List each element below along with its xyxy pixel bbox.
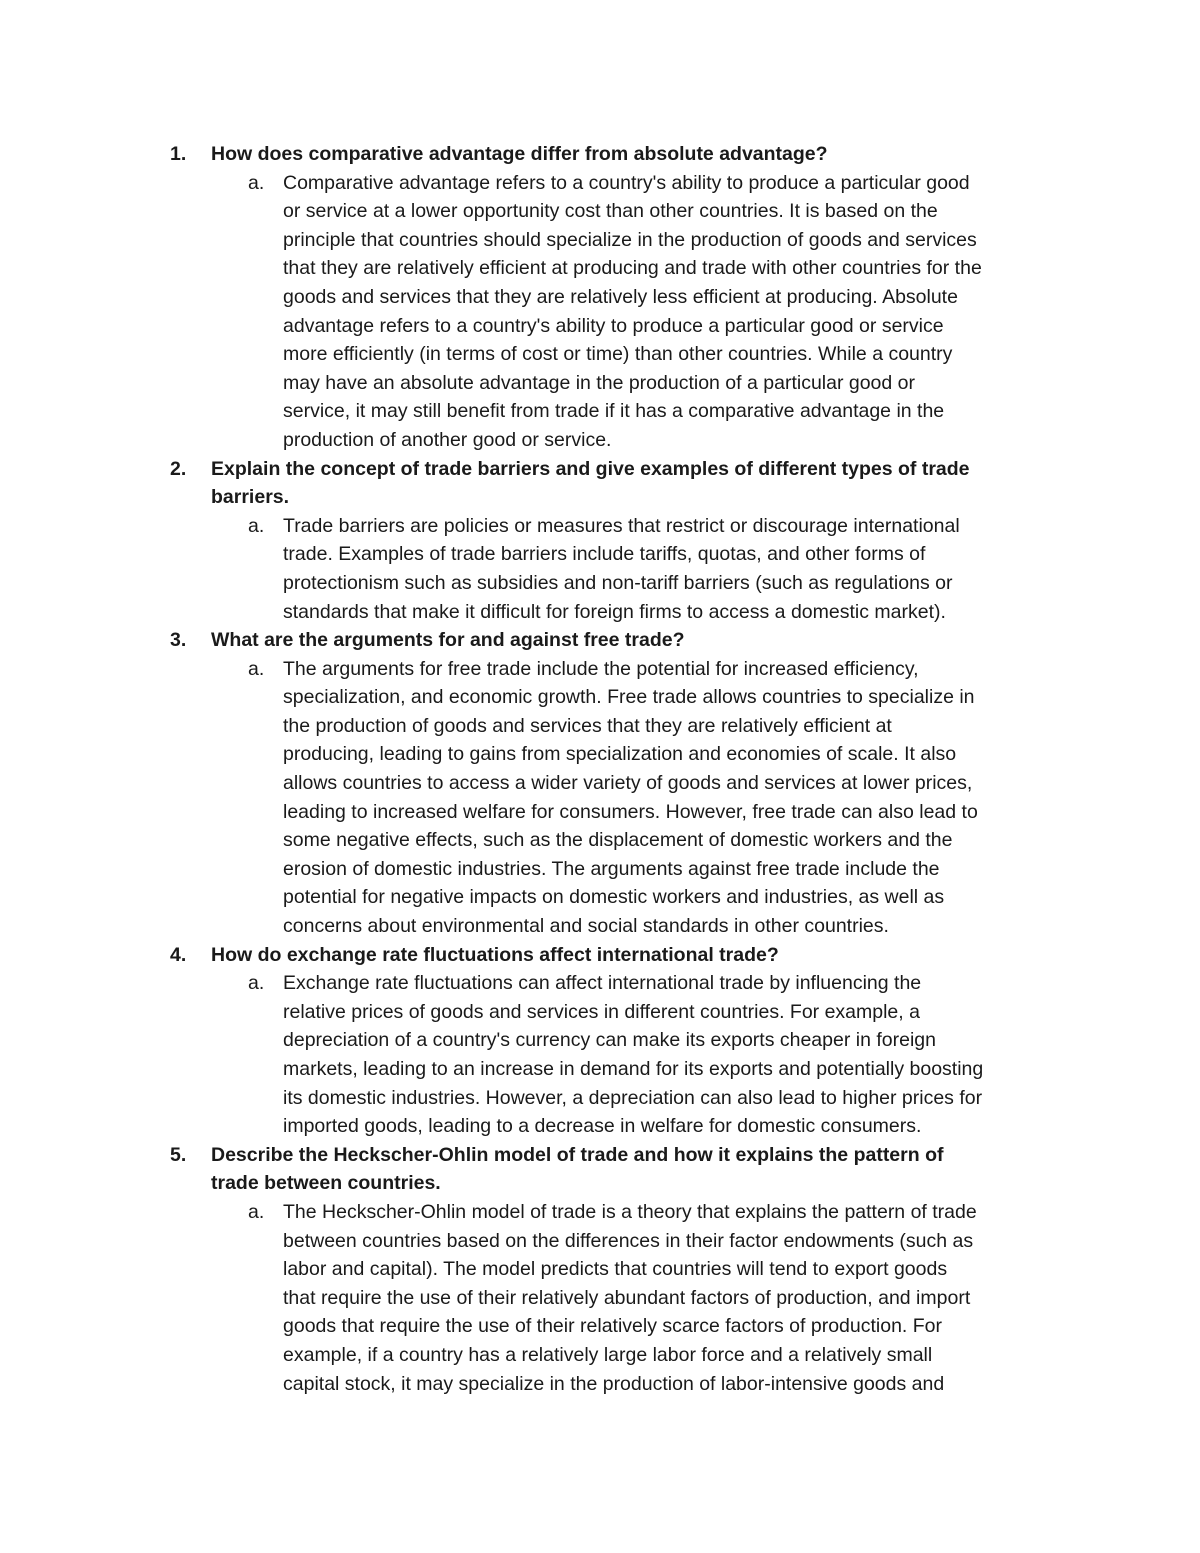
question-list bbox=[170, 140, 1070, 1398]
answer-line: that require the use of their relatively abundant factors of production, and import bbox=[283, 1286, 971, 1309]
answer-text bbox=[283, 512, 1070, 626]
answer-letter: a. bbox=[248, 1200, 265, 1223]
answer-line: imported goods, leading to a decrease in welfare for domestic consumers. bbox=[283, 1115, 922, 1138]
question-number: 4. bbox=[170, 943, 187, 966]
question-item-5 bbox=[170, 1141, 1070, 1398]
answer-line: goods and services that they are relatively less efficient at producing. Absolute bbox=[283, 285, 958, 308]
question-text bbox=[211, 1141, 1070, 1198]
answer-line: standards that make it difficult for foreign firms to access a domestic market). bbox=[283, 600, 946, 623]
answer-line: capital stock, it may specialize in the production of labor-intensive goods and bbox=[283, 1372, 945, 1395]
question-text: How does comparative advantage differ from absolute advantage? bbox=[211, 143, 828, 165]
answer-line: concerns about environmental and social standards in other countries. bbox=[283, 915, 889, 938]
answer-line: some negative effects, such as the displacement of domestic workers and the bbox=[283, 829, 953, 852]
answer-line: example, if a country has a relatively large labor force and a relatively small bbox=[283, 1343, 933, 1366]
answer-text bbox=[283, 969, 1070, 1141]
answer-line: its domestic industries. However, a depreciation can also lead to higher prices for bbox=[283, 1086, 983, 1109]
answer-line: The arguments for free trade include the potential for increased efficiency, bbox=[283, 657, 919, 680]
answer-line: Exchange rate fluctuations can affect international trade by influencing the bbox=[283, 972, 922, 995]
answer-line: principle that countries should specialize in the production of goods and services bbox=[283, 228, 977, 251]
answer-letter: a. bbox=[248, 657, 265, 680]
answer-letter: a. bbox=[248, 514, 265, 537]
question-item-2 bbox=[170, 455, 1070, 627]
answer-line: specialization, and economic growth. Free trade allows countries to specialize in bbox=[283, 686, 975, 709]
answer-block bbox=[170, 169, 1070, 455]
question-number: 3. bbox=[170, 629, 187, 652]
answer-text bbox=[283, 1198, 1070, 1398]
question-text bbox=[211, 455, 1070, 512]
answer-block bbox=[170, 1198, 1070, 1398]
answer-block bbox=[170, 655, 1070, 941]
answer-line: or service at a lower opportunity cost than other countries. It is based on the bbox=[283, 200, 938, 223]
answer-line: depreciation of a country's currency can make its exports cheaper in foreign bbox=[283, 1029, 936, 1052]
question-item-3 bbox=[170, 626, 1070, 941]
answer-line: The Heckscher-Ohlin model of trade is a theory that explains the pattern of trade bbox=[283, 1200, 977, 1223]
answer-text bbox=[283, 655, 1070, 941]
answer-line: protectionism such as subsidies and non-tariff barriers (such as regulations or bbox=[283, 571, 953, 594]
answer-block bbox=[170, 512, 1070, 626]
answer-line: erosion of domestic industries. The arguments against free trade include the bbox=[283, 857, 940, 880]
question-number: 2. bbox=[170, 457, 187, 480]
answer-text bbox=[283, 169, 1070, 455]
answer-line: Trade barriers are policies or measures that restrict or discourage international bbox=[283, 514, 960, 537]
answer-line: goods that require the use of their relatively scarce factors of production. For bbox=[283, 1315, 943, 1338]
answer-line: the production of goods and services that they are relatively efficient at bbox=[283, 714, 892, 737]
question-text: How do exchange rate fluctuations affect international trade? bbox=[211, 943, 779, 966]
question-item-1 bbox=[170, 140, 1070, 455]
answer-letter: a. bbox=[248, 171, 265, 194]
answer-line: potential for negative impacts on domestic workers and industries, as well as bbox=[283, 886, 945, 909]
answer-line: allows countries to access a wider variety of goods and services at lower prices, bbox=[283, 772, 973, 795]
answer-line: relative prices of goods and services in different countries. For example, a bbox=[283, 1000, 920, 1023]
answer-line: more efficiently (in terms of cost or time) than other countries. While a country bbox=[283, 343, 953, 366]
question-item-4 bbox=[170, 941, 1070, 1141]
answer-line: may have an absolute advantage in the production of a particular good or bbox=[283, 371, 916, 394]
answer-line: that they are relatively efficient at producing and trade with other countries for the bbox=[283, 257, 982, 280]
answer-line: markets, leading to an increase in demand for its exports and potentially boosting bbox=[283, 1058, 984, 1080]
answer-line: labor and capital). The model predicts that countries will tend to export goods bbox=[283, 1258, 948, 1281]
answer-line: trade. Examples of trade barriers include tariffs, quotas, and other forms of bbox=[283, 543, 926, 566]
question-line: trade between countries. bbox=[211, 1172, 441, 1195]
answer-line: Comparative advantage refers to a country's ability to produce a particular good bbox=[283, 171, 970, 194]
answer-line: between countries based on the differences in their factor endowments (such as bbox=[283, 1229, 974, 1252]
question-line: Explain the concept of trade barriers and give examples of different types of trade bbox=[211, 457, 970, 480]
question-text: What are the arguments for and against free trade? bbox=[211, 629, 685, 652]
answer-line: service, it may still benefit from trade if it has a comparative advantage in the bbox=[283, 400, 945, 423]
question-line: barriers. bbox=[211, 486, 290, 509]
answer-line: producing, leading to gains from specialization and economies of scale. It also bbox=[283, 743, 957, 766]
answer-line: advantage refers to a country's ability to produce a particular good or service bbox=[283, 314, 944, 337]
question-number: 5. bbox=[170, 1143, 187, 1166]
answer-letter: a. bbox=[248, 972, 265, 995]
question-number: 1. bbox=[170, 143, 187, 165]
answer-line: production of another good or service. bbox=[283, 428, 612, 451]
question-line: Describe the Heckscher-Ohlin model of trade and how it explains the pattern of bbox=[211, 1143, 944, 1166]
answer-line: leading to increased welfare for consumers. However, free trade can also lead to bbox=[283, 800, 978, 823]
answer-block bbox=[170, 969, 1070, 1141]
